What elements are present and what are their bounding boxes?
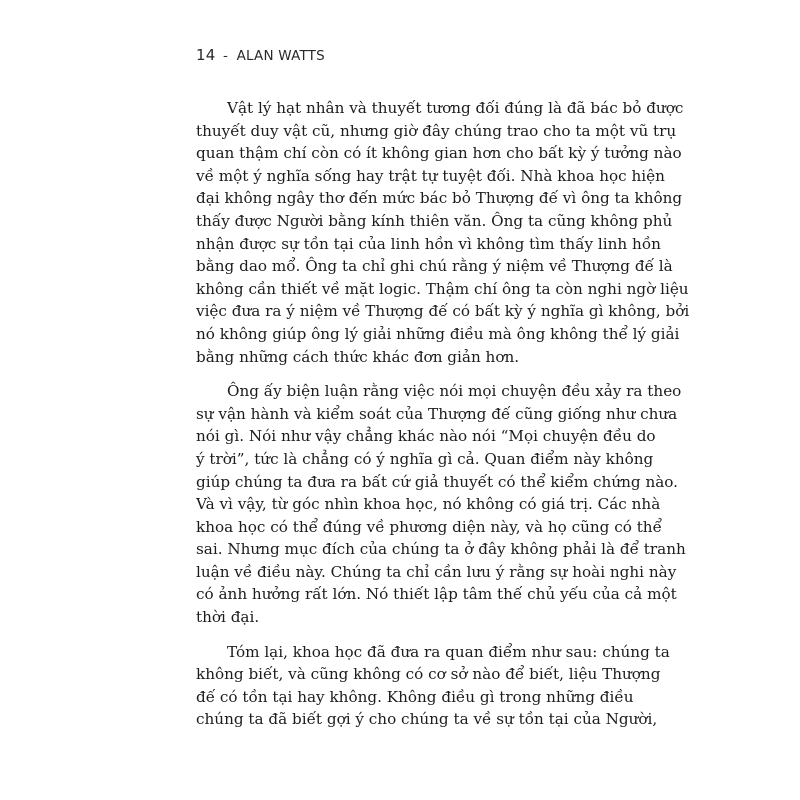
running-header: [196, 46, 325, 64]
text-line: sai. Nhưng mục đích của chúng ta ở đây không phải là để tranh: [196, 540, 686, 559]
text-line: Vật lý hạt nhân và thuyết tương đối đúng là đã bác bỏ được: [227, 99, 684, 117]
text-line: không cần thiết về mặt logic. Thậm chí ông ta còn nghi ngờ liệu: [196, 279, 689, 298]
text-line: việc đưa ra ý niệm về Thượng đế có bất kỳ ý nghĩa gì không, bởi: [196, 302, 690, 321]
text-line: nói gì. Nói như vậy chẳng khác nào nói “Mọi chuyện đều do: [196, 427, 656, 446]
text-line: ý trời”, tức là chẳng có ý nghĩa gì cả. Quan điểm này không: [196, 449, 654, 468]
text-line: bằng những cách thức khác đơn giản hơn.: [196, 347, 520, 366]
paragraph: [196, 380, 686, 629]
text-line: đế có tồn tại hay không. Không điều gì trong những điều: [196, 687, 634, 706]
text-line: có ảnh hưởng rất lớn. Nó thiết lập tâm thế chủ yếu của cả một: [196, 585, 677, 604]
author-name: ALAN WATTS: [236, 48, 325, 64]
text-line: bằng dao mổ. Ông ta chỉ ghi chú rằng ý niệm về Thượng đế là: [196, 257, 673, 276]
text-line: đại không ngây thơ đến mức bác bỏ Thượng đế vì ông ta không: [196, 189, 683, 208]
body-text: [196, 97, 690, 743]
text-line: chúng ta đã biết gợi ý cho chúng ta về sự tồn tại của Người,: [196, 710, 658, 729]
paragraph: [196, 641, 670, 731]
text-line: khoa học có thể đúng về phương diện này, và họ cũng có thể: [196, 517, 662, 536]
text-line: nhận được sự tồn tại của linh hồn vì không tìm thấy linh hồn: [196, 234, 661, 253]
text-line: không biết, và cũng không có cơ sở nào để biết, liệu Thượng: [196, 665, 661, 684]
page-number: 14: [196, 46, 216, 64]
text-line: nó không giúp ông lý giải những điều mà ông không thể lý giải: [196, 324, 680, 343]
text-line: Tóm lại, khoa học đã đưa ra quan điểm như sau: chúng ta: [227, 642, 670, 661]
text-line: thấy được Người bằng kính thiên văn. Ông ta cũng không phủ: [196, 211, 673, 230]
text-line: thời đại.: [196, 608, 260, 627]
paragraph: [196, 97, 690, 368]
text-line: về một ý nghĩa sống hay trật tự tuyệt đối. Nhà khoa học hiện: [196, 166, 665, 185]
text-line: Và vì vậy, từ góc nhìn khoa học, nó không có giá trị. Các nhà: [196, 495, 661, 514]
text-line: sự vận hành và kiểm soát của Thượng đế cũng giống như chưa: [196, 404, 678, 423]
text-line: luận về điều này. Chúng ta chỉ cần lưu ý rằng sự hoài nghi này: [196, 562, 677, 581]
text-line: giúp chúng ta đưa ra bất cứ giả thuyết có thể kiểm chứng nào.: [196, 472, 678, 491]
text-line: thuyết duy vật cũ, nhưng giờ đây chúng trao cho ta một vũ trụ: [196, 121, 677, 140]
text-line: quan thậm chí còn có ít không gian hơn cho bất kỳ ý tưởng nào: [196, 144, 682, 163]
header-separator: -: [223, 48, 229, 64]
text-line: Ông ấy biện luận rằng việc nói mọi chuyện đều xảy ra theo: [227, 382, 682, 401]
